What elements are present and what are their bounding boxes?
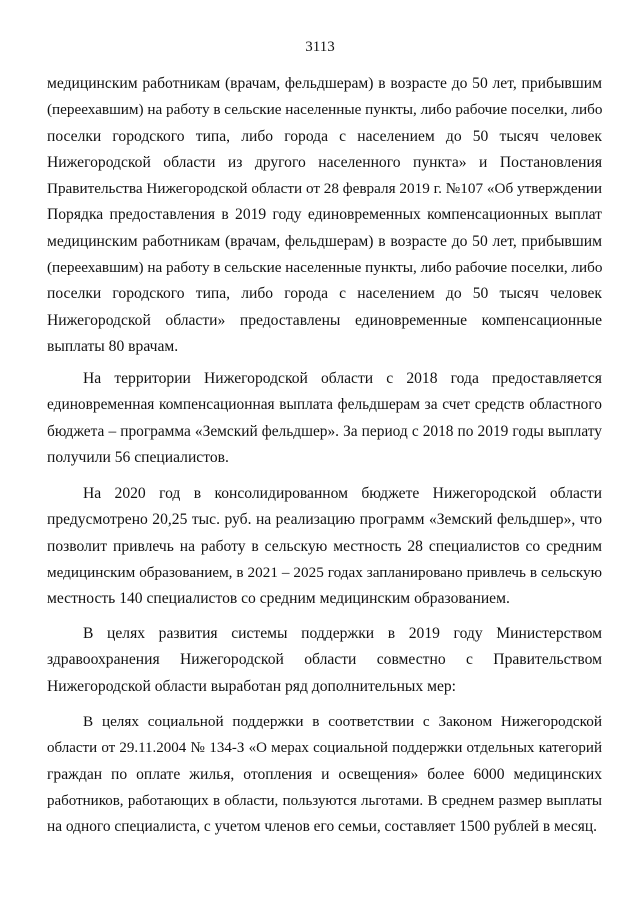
paragraph-line: На 2020 год в консолидированном бюджете Нижегородской области [83, 485, 602, 502]
paragraph-line: (переехавшим) на работу в сельские населенные пункты, либо рабочие поселки, либо [47, 101, 603, 119]
paragraph-line: поселки городского типа, либо города с населением до 50 тысяч человек [47, 127, 602, 145]
paragraph-line: Нижегородской области» предоставлены единовременные компенсационные [47, 311, 602, 329]
page-number: 3113 [305, 39, 335, 55]
paragraph-line: (переехавшим) на работу в сельские населенные пункты, либо рабочие поселки, либо [47, 259, 603, 277]
paragraph-line: бюджета – программа «Земский фельдшер». За период с 2018 по 2019 годы выплату [47, 422, 602, 440]
paragraph-line: на одного специалиста, с учетом членов его семьи, составляет 1500 рублей в месяц. [47, 818, 597, 836]
paragraph-line: Правительства Нижегородской области от 28 февраля 2019 г. №107 «Об утверждении [47, 180, 602, 198]
paragraph-line: медицинским образованием, в 2021 – 2025 годах запланировано привлечь в сельскую [47, 563, 602, 581]
paragraph-line: здравоохранения Нижегородской области совместно с Правительством [47, 651, 602, 669]
paragraph-line: Порядка предоставления в 2019 году единовременных компенсационных выплат [47, 206, 602, 224]
paragraph-line: единовременная компенсационная выплата фельдшерам за счет средств областного [47, 396, 602, 414]
paragraph-5 [47, 709, 602, 840]
paragraph-line: местность 140 специалистов со средним медицинским образованием. [47, 590, 510, 608]
paragraph-4 [47, 621, 602, 700]
paragraph-line: На территории Нижегородской области с 2018 года предоставляется [83, 370, 602, 387]
paragraph-line: выплаты 80 врачам. [47, 337, 179, 355]
paragraph-line: В целях развития системы поддержки в 2019 году Министерством [83, 625, 602, 642]
paragraph-line: медицинским работникам (врачам, фельдшерам) в возрасте до 50 лет, прибывшим [47, 75, 602, 92]
paragraph-line: поселки городского типа, либо города с населением до 50 тысяч человек [47, 285, 602, 303]
paragraph-line: области от 29.11.2004 № 134-З «О мерах социальной поддержки отдельных категорий [47, 740, 602, 757]
paragraph-line: В целях социальной поддержки в соответствии с Законом Нижегородской [83, 713, 602, 730]
paragraph-1 [47, 71, 602, 360]
paragraph-line: медицинским работникам (врачам, фельдшерам) в возрасте до 50 лет, прибывшим [47, 232, 602, 250]
paragraph-3 [47, 481, 602, 612]
paragraph-line: предусмотрено 20,25 тыс. руб. на реализацию программ «Земский фельдшер», что [47, 511, 602, 529]
paragraph-line: работников, работающих в области, пользуются льготами. В среднем размер выплаты [47, 792, 602, 809]
paragraph-line: получили 56 специалистов. [47, 448, 229, 466]
paragraph-line: граждан по оплате жилья, отопления и освещения» более 6000 медицинских [47, 765, 602, 783]
paragraph-2 [47, 366, 602, 471]
paragraph-line: позволит привлечь на работу в сельскую местность 28 специалистов со средним [47, 537, 602, 555]
paragraph-line: Нижегородской области из другого населенного пункта» и Постановления [47, 153, 602, 171]
paragraph-line: Нижегородской области выработан ряд дополнительных мер: [47, 677, 457, 695]
